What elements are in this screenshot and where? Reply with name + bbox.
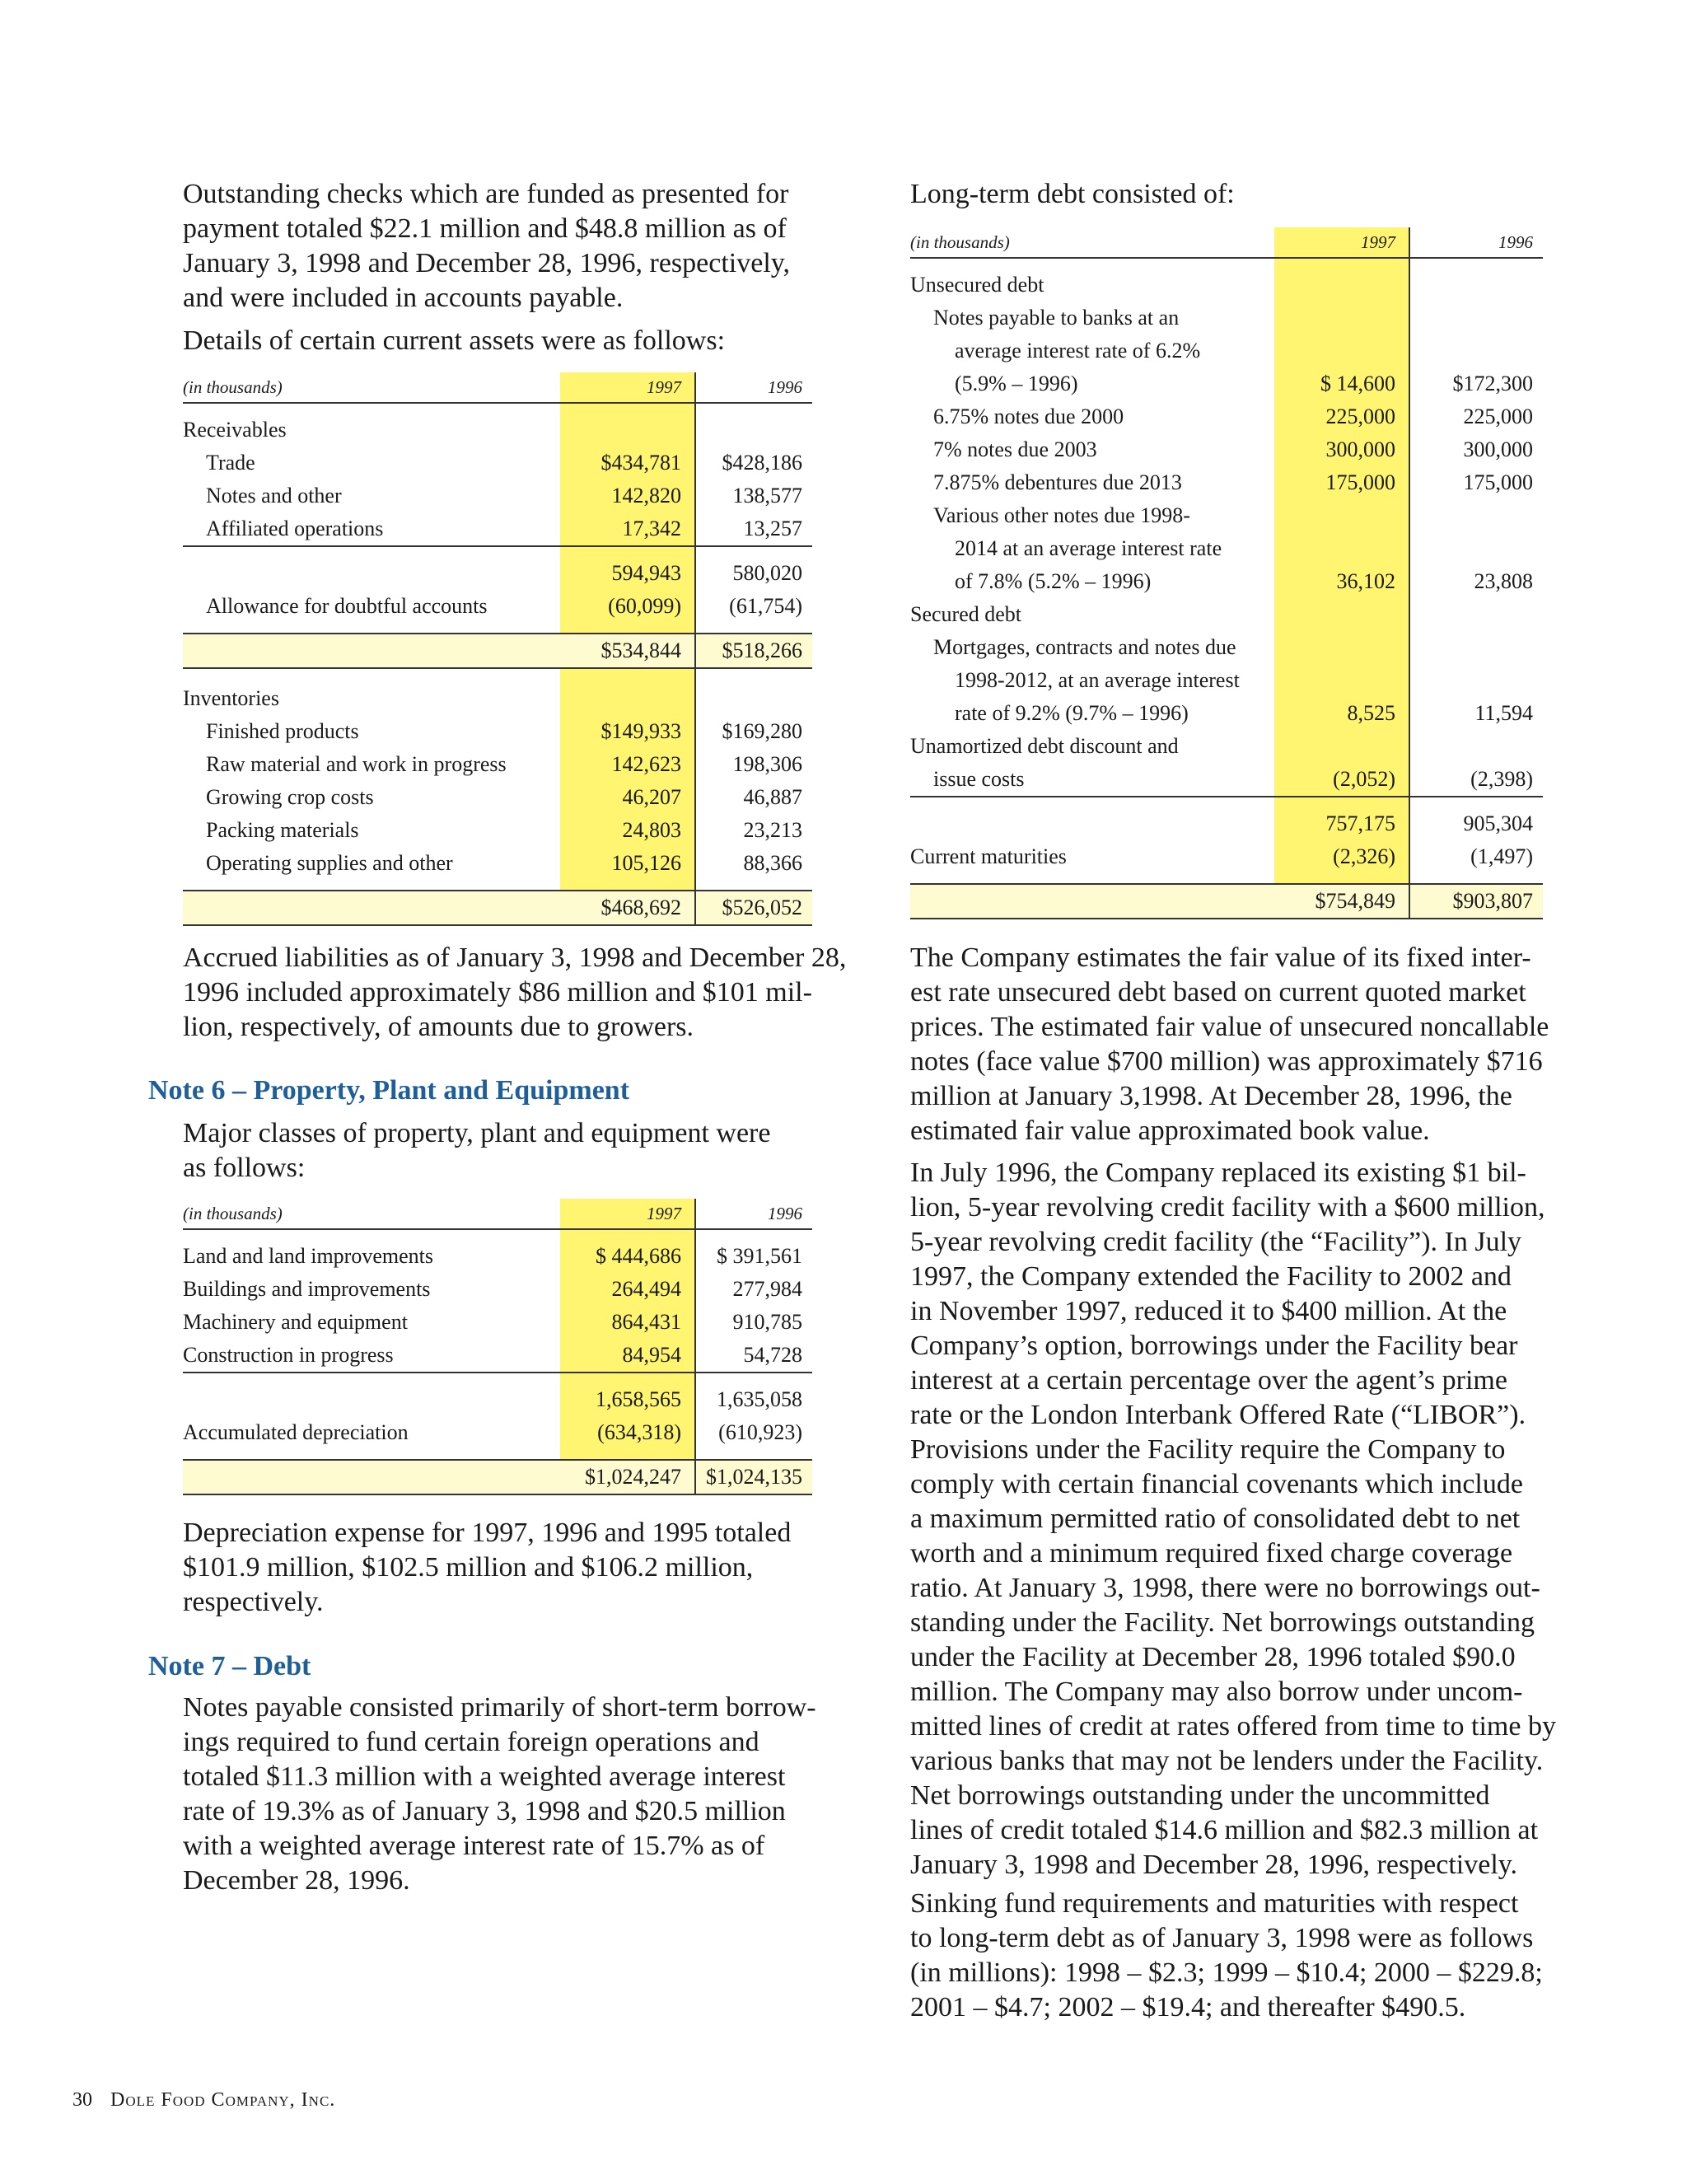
table-row: Allowance for doubtful accounts (60,099) (61,754)	[183, 590, 812, 623]
table-row: Secured debt	[910, 598, 1543, 631]
note-7-heading: Note 7 – Debt	[148, 1651, 311, 1681]
table-row: 6.75% notes due 2000 225,000 225,000	[910, 400, 1543, 433]
table-row: average interest rate of 6.2%	[910, 334, 1543, 367]
table-row: 1,658,565 1,635,058	[183, 1383, 812, 1416]
table-row: Packing materials 24,803 23,213	[183, 814, 812, 847]
table-total-row: $468,692 $526,052	[183, 891, 812, 925]
credit-facility-paragraph: In July 1996, the Company replaced its existing $1 bil- lion, 5-year revolving credit facility with a $600 million, 5-year revolving credit facility (the “Facility”). In July 1997, the Company extended the Facility to 2002 and in November 1997, reduced it to $400 million. At the Company’s option, borrowings under the Facility bear interest at a certain percentage over the agent’s prime rate or the London Interbank Offered Rate (“LIBOR”). Provisions under the Facility require the Company to comply with certain financial covenants which include a maximum permitted ratio of consolidated debt to net worth and a minimum required fixed charge coverage ratio. At January 3, 1998, there were no borrowings out- standing under the Facility. Net borrowings outstanding under the Facility at December 28, 1996 totaled $90.0 million. The Company may also borrow under uncom- mitted lines of credit at rates offered from time to time by various banks that may not be lenders under the Facility. Net borrowings outstanding under the uncommitted lines of credit totaled $14.6 million and $82.3 million at January 3, 1998 and December 28, 1996, respectively.	[910, 1157, 1556, 1880]
table-row: Unamortized debt discount and	[910, 730, 1543, 763]
depreciation-paragraph: Depreciation expense for 1997, 1996 and 1995 totaled $101.9 million, $102.5 million and $106.2 million, respectively.	[183, 1518, 792, 1617]
table-header-row: (in thousands) 1997 1996	[910, 227, 1543, 258]
table-row: Raw material and work in progress 142,623 198,306	[183, 748, 812, 781]
table-row: Current maturities (2,326) (1,497)	[910, 840, 1543, 873]
table-header-row: (in thousands) 1997 1996	[183, 1199, 812, 1229]
accrued-liabilities-paragraph: Accrued liabilities as of January 3, 1998 and December 28, 1996 included approximately $86 million and $101 mil- lion, respectively, of amounts due to growers.	[183, 942, 847, 1042]
table-total-row: $534,844 $518,266	[183, 634, 812, 668]
table-row: Receivables	[183, 414, 812, 447]
table-row: Accumulated depreciation (634,318) (610,923)	[183, 1416, 812, 1449]
table-row: Notes payable to banks at an	[910, 302, 1543, 334]
table-row: Unsecured debt	[910, 269, 1543, 302]
table-row: Machinery and equipment 864,431 910,785	[183, 1306, 812, 1339]
table-row: Growing crop costs 46,207 46,887	[183, 781, 812, 814]
table-total-row: $754,849 $903,807	[910, 884, 1543, 919]
ppe-table	[183, 1199, 812, 1495]
table-row: Construction in progress 84,954 54,728	[183, 1339, 812, 1373]
table-row: (5.9% – 1996) $ 14,600 $172,300	[910, 367, 1543, 400]
current-assets-intro: Details of certain current assets were as follows:	[183, 325, 726, 356]
company-name: Dole Food Company, Inc.	[110, 2089, 336, 2111]
table-row: 594,943 580,020	[183, 557, 812, 590]
table-row: issue costs (2,052) (2,398)	[910, 763, 1543, 797]
table-row: Notes and other 142,820 138,577	[183, 479, 812, 512]
notes-payable-paragraph: Notes payable consisted primarily of short-term borrow- ings required to fund certain foreign operations and totaled $11.3 million with a weighted average interest rate of 19.3% as of January 3, 1998 and $20.5 million with a weighted average interest rate of 15.7% as of December 28, 1996.	[183, 1692, 816, 1896]
long-term-debt-table	[910, 227, 1543, 919]
table-row: Affiliated operations 17,342 13,257	[183, 512, 812, 546]
table-row: Various other notes due 1998-	[910, 499, 1543, 532]
table-row: 7.875% debentures due 2013 175,000 175,000	[910, 466, 1543, 499]
table-row: rate of 9.2% (9.7% – 1996) 8,525 11,594	[910, 697, 1543, 730]
table-row: Buildings and improvements 264,494 277,984	[183, 1273, 812, 1306]
table-header-row: (in thousands) 1997 1996	[183, 372, 812, 403]
table-row: Trade $434,781 $428,186	[183, 447, 812, 479]
ppe-intro-paragraph: Major classes of property, plant and equipment were as follows:	[183, 1118, 771, 1183]
table-row: Land and land improvements $ 444,686 $ 391,561	[183, 1240, 812, 1273]
table-row: of 7.8% (5.2% – 1996) 36,102 23,808	[910, 565, 1543, 598]
table-row: Finished products $149,933 $169,280	[183, 715, 812, 748]
table-row: 757,175 905,304	[910, 807, 1543, 840]
table-row: 2014 at an average interest rate	[910, 532, 1543, 565]
table-total-row: $1,024,247 $1,024,135	[183, 1460, 812, 1494]
fair-value-paragraph: The Company estimates the fair value of its fixed inter- est rate unsecured debt based on current quoted market prices. The estimated fair value of unsecured noncallable notes (face value $700 million) was approximately $716 million at January 3,1998. At December 28, 1996, the estimated fair value approximated book value.	[910, 942, 1549, 1146]
sinking-fund-paragraph: Sinking fund requirements and maturities with respect to long-term debt as of January 3, 1998 were as follows (in millions): 1998 – $2.3; 1999 – $10.4; 2000 – $229.8; 2001 – $4.7; 2002 – $19.4; and thereafter $490.5.	[910, 1888, 1543, 2023]
outstanding-checks-paragraph: Outstanding checks which are funded as presented for payment totaled $22.1 million and $48.8 million as of January 3, 1998 and December 28, 1996, respectively, and were included in accounts payable.	[183, 179, 791, 313]
long-term-debt-intro: Long-term debt consisted of:	[910, 179, 1235, 209]
current-assets-table	[183, 372, 812, 926]
note-6-heading: Note 6 – Property, Plant and Equipment	[148, 1075, 630, 1106]
page-footer	[72, 2089, 335, 2112]
table-row: Inventories	[183, 682, 812, 715]
table-row: Mortgages, contracts and notes due	[910, 631, 1543, 664]
table-row: 7% notes due 2003 300,000 300,000	[910, 433, 1543, 466]
table-row: Operating supplies and other 105,126 88,366	[183, 847, 812, 880]
page-number: 30	[72, 2089, 92, 2111]
table-row: 1998-2012, at an average interest	[910, 664, 1543, 697]
